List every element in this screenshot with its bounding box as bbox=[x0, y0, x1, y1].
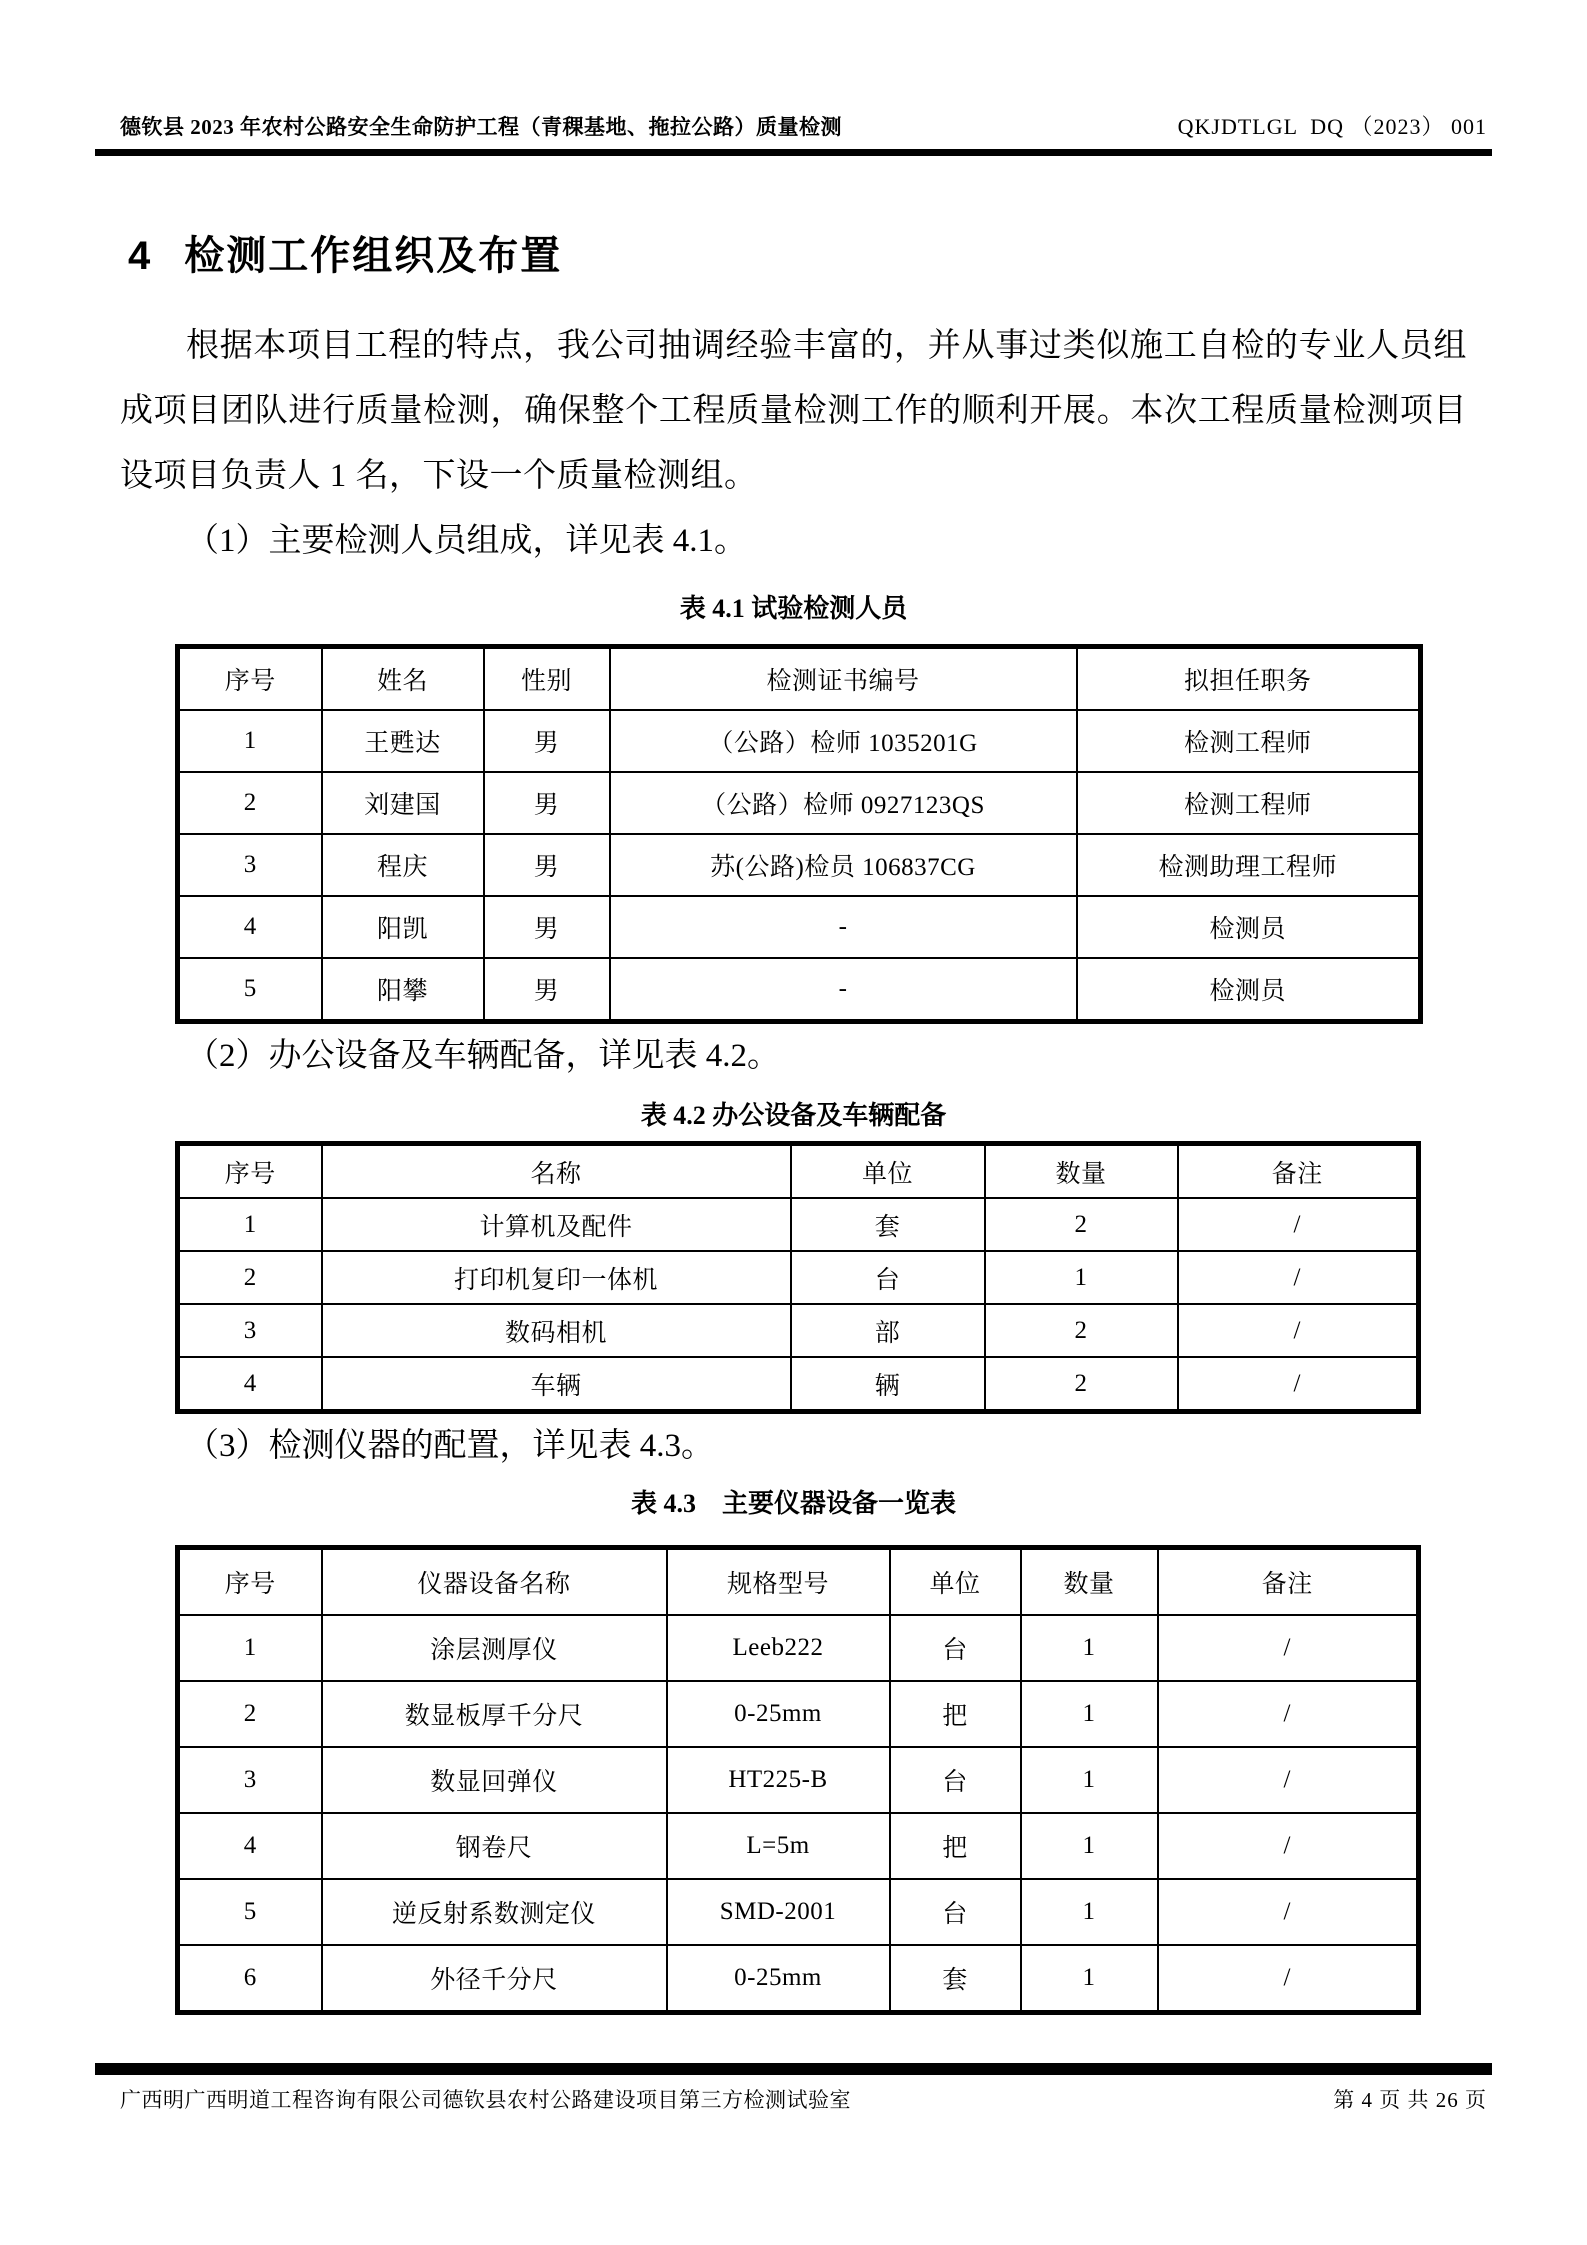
table-cell: / bbox=[1178, 1251, 1419, 1304]
table-cell: 男 bbox=[484, 834, 610, 896]
table-cell: 1 bbox=[178, 1198, 322, 1251]
table-row bbox=[178, 896, 1421, 958]
caption-equipment-table: 表 4.2 办公设备及车辆配备 bbox=[640, 1101, 947, 1130]
table-cell: 把 bbox=[890, 1681, 1021, 1747]
table-cell: 外径千分尺 bbox=[322, 1945, 667, 2013]
table-cell: 男 bbox=[484, 958, 610, 1022]
heading-title: 检测工作组织及布置 bbox=[184, 234, 563, 278]
table-cell: 1 bbox=[1021, 1615, 1158, 1681]
column-header: 数量 bbox=[1021, 1548, 1158, 1616]
table-row bbox=[178, 1747, 1419, 1813]
table-cell: 1 bbox=[985, 1251, 1178, 1304]
header-rule bbox=[95, 149, 1492, 156]
page-footer bbox=[120, 2084, 1487, 2114]
table-cell: 3 bbox=[178, 1304, 322, 1357]
table-cell: 台 bbox=[890, 1747, 1021, 1813]
table-header-row bbox=[178, 647, 1421, 711]
table-cell: 程庆 bbox=[322, 834, 484, 896]
caption-instrument-table: 表 4.3 主要仪器设备一览表 bbox=[630, 1489, 956, 1518]
column-header: 单位 bbox=[890, 1548, 1021, 1616]
document-title: 德钦县 2023 年农村公路安全生命防护工程（青稞基地、拖拉公路）质量检测 bbox=[120, 115, 842, 139]
table-cell: 涂层测厚仪 bbox=[322, 1615, 667, 1681]
table-cell: 车辆 bbox=[322, 1357, 791, 1412]
table-cell: 5 bbox=[178, 1879, 322, 1945]
heading-number: 4 bbox=[128, 234, 151, 278]
table-cell: 阳凯 bbox=[322, 896, 484, 958]
table-cell: 打印机复印一体机 bbox=[322, 1251, 791, 1304]
column-header: 名称 bbox=[322, 1144, 791, 1199]
personnel-table bbox=[175, 644, 1423, 1024]
table-header-row bbox=[178, 1144, 1419, 1199]
column-header: 仪器设备名称 bbox=[322, 1548, 667, 1616]
intro-paragraph: 根据本项目工程的特点，我公司抽调经验丰富的，并从事过类似施工自检的专业人员组成项目团队进行质量检测，确保整个工程质量检测工作的顺利开展。本次工程质量检测项目设项目负责人 1 名，下设一个质量检测组。 bbox=[120, 328, 1467, 494]
table-cell: L=5m bbox=[667, 1813, 890, 1879]
table-cell: / bbox=[1178, 1304, 1419, 1357]
table-cell: 部 bbox=[791, 1304, 985, 1357]
table-cell: 2 bbox=[178, 1681, 322, 1747]
table-row bbox=[178, 710, 1421, 772]
table-cell: 1 bbox=[178, 1615, 322, 1681]
equipment-table bbox=[175, 1141, 1421, 1414]
column-header: 数量 bbox=[985, 1144, 1178, 1199]
table-header-row bbox=[178, 1548, 1419, 1616]
document-code: QKJDTLGL DQ （2023） 001 bbox=[1177, 114, 1487, 139]
table-row bbox=[178, 772, 1421, 834]
table-cell: 男 bbox=[484, 896, 610, 958]
table-cell: 2 bbox=[985, 1357, 1178, 1412]
column-header: 备注 bbox=[1158, 1548, 1419, 1616]
table-cell: 4 bbox=[178, 1357, 322, 1412]
table-cell: 检测工程师 bbox=[1077, 710, 1421, 772]
table-cell: 1 bbox=[1021, 1747, 1158, 1813]
section-heading bbox=[128, 232, 1467, 280]
table-cell: 1 bbox=[178, 710, 322, 772]
table-cell: 0-25mm bbox=[667, 1681, 890, 1747]
column-header: 性别 bbox=[484, 647, 610, 711]
table-cell: / bbox=[1158, 1945, 1419, 2013]
column-header: 备注 bbox=[1178, 1144, 1419, 1199]
table-cell: 台 bbox=[890, 1615, 1021, 1681]
table-cell: （公路）检师 0927123QS bbox=[610, 772, 1077, 834]
table-cell: 2 bbox=[985, 1198, 1178, 1251]
table-cell: HT225-B bbox=[667, 1747, 890, 1813]
table-cell: 0-25mm bbox=[667, 1945, 890, 2013]
table-cell: 检测助理工程师 bbox=[1077, 834, 1421, 896]
table-cell: / bbox=[1158, 1681, 1419, 1747]
table-cell: 检测员 bbox=[1077, 896, 1421, 958]
list-item-instruments: （3）检测仪器的配置，详见表 4.3。 bbox=[186, 1428, 714, 1464]
table-cell: 4 bbox=[178, 896, 322, 958]
table-cell: 1 bbox=[1021, 1879, 1158, 1945]
column-header: 姓名 bbox=[322, 647, 484, 711]
table-cell: 台 bbox=[791, 1251, 985, 1304]
table-cell: 2 bbox=[178, 1251, 322, 1304]
table-row bbox=[178, 1615, 1419, 1681]
table-cell: / bbox=[1158, 1813, 1419, 1879]
table-cell: 男 bbox=[484, 772, 610, 834]
table-cell: / bbox=[1158, 1615, 1419, 1681]
table-cell: 套 bbox=[890, 1945, 1021, 2013]
table-row bbox=[178, 958, 1421, 1022]
footer-rule bbox=[95, 2063, 1492, 2075]
table-cell: 4 bbox=[178, 1813, 322, 1879]
table-row bbox=[178, 1251, 1419, 1304]
footer-company: 广西明广西明道工程咨询有限公司德钦县农村公路建设项目第三方检测试验室 bbox=[120, 2088, 851, 2112]
column-header: 检测证书编号 bbox=[610, 647, 1077, 711]
table-cell: 把 bbox=[890, 1813, 1021, 1879]
table-cell: 阳攀 bbox=[322, 958, 484, 1022]
table-cell: / bbox=[1158, 1879, 1419, 1945]
table-cell: 台 bbox=[890, 1879, 1021, 1945]
table-cell: - bbox=[610, 896, 1077, 958]
document-body bbox=[120, 232, 1467, 2015]
table-cell: 3 bbox=[178, 1747, 322, 1813]
table-row bbox=[178, 834, 1421, 896]
table-cell: 数显板厚千分尺 bbox=[322, 1681, 667, 1747]
caption-personnel-table: 表 4.1 试验检测人员 bbox=[679, 594, 908, 623]
page-header bbox=[120, 110, 1487, 141]
table-cell: / bbox=[1178, 1198, 1419, 1251]
table-cell: 逆反射系数测定仪 bbox=[322, 1879, 667, 1945]
table-cell: 3 bbox=[178, 834, 322, 896]
list-item-equipment: （2）办公设备及车辆配备，详见表 4.2。 bbox=[186, 1038, 780, 1074]
table-cell: 1 bbox=[1021, 1681, 1158, 1747]
column-header: 规格型号 bbox=[667, 1548, 890, 1616]
table-cell: 计算机及配件 bbox=[322, 1198, 791, 1251]
table-row bbox=[178, 1357, 1419, 1412]
table-cell: 2 bbox=[985, 1304, 1178, 1357]
table-row bbox=[178, 1198, 1419, 1251]
table-row bbox=[178, 1813, 1419, 1879]
list-item-personnel: （1）主要检测人员组成，详见表 4.1。 bbox=[186, 523, 747, 559]
table-cell: 检测员 bbox=[1077, 958, 1421, 1022]
instrument-table bbox=[175, 1545, 1421, 2015]
table-cell: （公路）检师 1035201G bbox=[610, 710, 1077, 772]
table-cell: - bbox=[610, 958, 1077, 1022]
table-row bbox=[178, 1304, 1419, 1357]
table-cell: 王甦达 bbox=[322, 710, 484, 772]
footer-page-number: 第 4 页 共 26 页 bbox=[1333, 2088, 1487, 2112]
table-row bbox=[178, 1879, 1419, 1945]
table-cell: 男 bbox=[484, 710, 610, 772]
column-header: 单位 bbox=[791, 1144, 985, 1199]
table-cell: 1 bbox=[1021, 1813, 1158, 1879]
table-cell: 5 bbox=[178, 958, 322, 1022]
table-cell: 数显回弹仪 bbox=[322, 1747, 667, 1813]
table-cell: SMD-2001 bbox=[667, 1879, 890, 1945]
column-header: 序号 bbox=[178, 1144, 322, 1199]
table-cell: 刘建国 bbox=[322, 772, 484, 834]
column-header: 拟担任职务 bbox=[1077, 647, 1421, 711]
table-cell: 辆 bbox=[791, 1357, 985, 1412]
table-cell: / bbox=[1178, 1357, 1419, 1412]
table-cell: 钢卷尺 bbox=[322, 1813, 667, 1879]
table-cell: 套 bbox=[791, 1198, 985, 1251]
table-cell: 6 bbox=[178, 1945, 322, 2013]
table-row bbox=[178, 1681, 1419, 1747]
table-cell: 2 bbox=[178, 772, 322, 834]
table-cell: 数码相机 bbox=[322, 1304, 791, 1357]
column-header: 序号 bbox=[178, 647, 322, 711]
table-cell: 1 bbox=[1021, 1945, 1158, 2013]
table-cell: 苏(公路)检员 106837CG bbox=[610, 834, 1077, 896]
table-cell: 检测工程师 bbox=[1077, 772, 1421, 834]
column-header: 序号 bbox=[178, 1548, 322, 1616]
table-cell: Leeb222 bbox=[667, 1615, 890, 1681]
table-cell: / bbox=[1158, 1747, 1419, 1813]
table-row bbox=[178, 1945, 1419, 2013]
